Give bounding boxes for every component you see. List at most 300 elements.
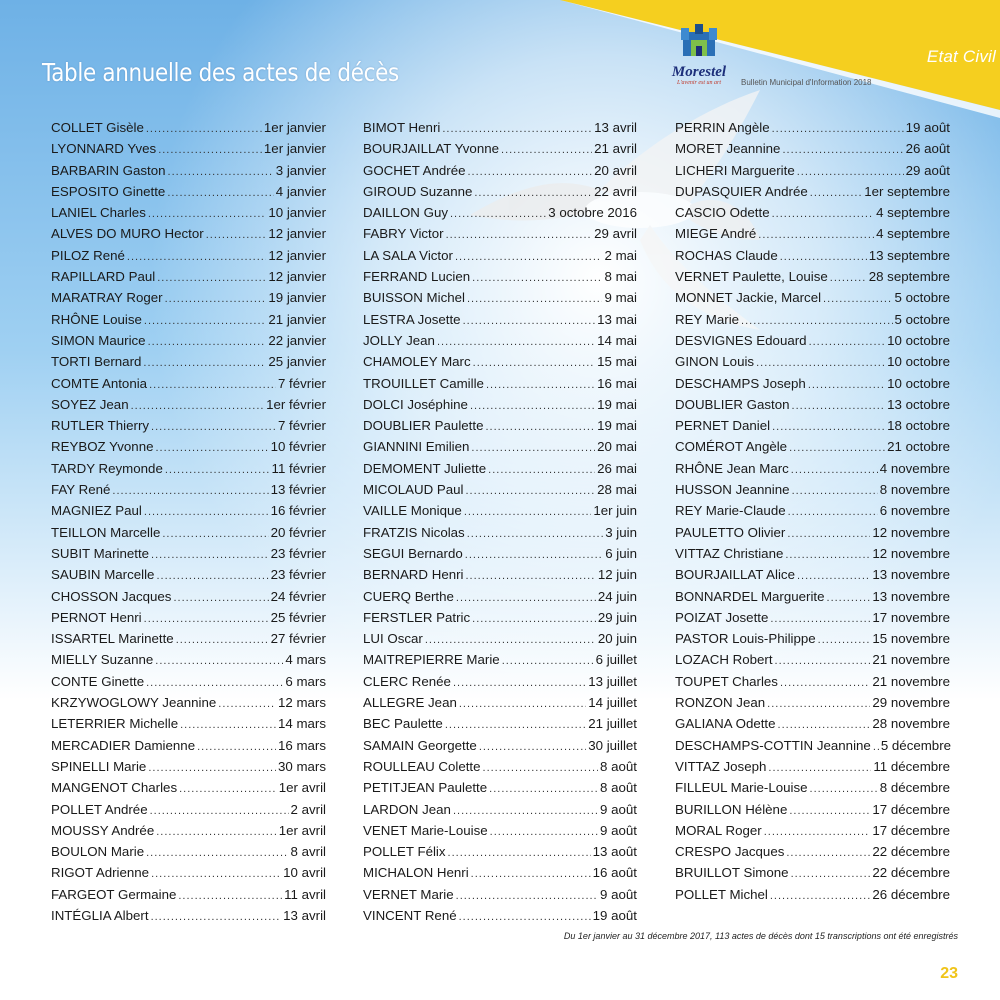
entry-date: 22 décembre [872, 865, 950, 881]
entry-date: 28 novembre [872, 716, 950, 732]
death-entry [51, 269, 326, 290]
dot-leader [165, 293, 267, 305]
entry-date: 22 décembre [872, 844, 950, 860]
entry-date: 2 avril [290, 801, 326, 817]
death-entry [363, 738, 637, 759]
dot-leader [786, 847, 870, 859]
entry-name: BUISSON Michel [363, 290, 465, 306]
entry-name: BOURJAILLAT Alice [675, 567, 795, 583]
entry-date: 13 avril [594, 120, 637, 135]
dot-leader [127, 251, 266, 263]
dot-leader [797, 166, 904, 178]
entry-date: 12 janvier [268, 269, 326, 285]
death-entry [51, 397, 326, 418]
entry-name: SAUBIN Marcelle [51, 567, 155, 583]
entry-date: 29 avril [594, 226, 637, 242]
entry-name: DOLCI Joséphine [363, 396, 468, 412]
death-entry [675, 631, 950, 652]
dot-leader [157, 272, 266, 284]
entry-date: 12 janvier [268, 247, 326, 263]
entry-name: RAPILLARD Paul [51, 269, 156, 285]
dot-leader [112, 485, 268, 497]
death-entry [675, 844, 950, 865]
entry-name: PERRIN Angèle [675, 120, 770, 135]
entry-date: 26 août [905, 141, 950, 157]
page-number: 23 [940, 965, 958, 982]
death-entry [675, 397, 950, 418]
entry-name: MICOLAUD Paul [363, 482, 464, 498]
death-entry [363, 163, 637, 184]
death-entry [363, 439, 637, 460]
entry-name: TOUPET Charles [675, 673, 778, 689]
dot-leader [466, 485, 596, 497]
dot-leader [453, 677, 586, 689]
death-entry [675, 418, 950, 439]
entry-name: LARDON Jean [363, 801, 451, 817]
entry-date: 13 février [270, 482, 326, 498]
entry-name: MERCADIER Damienne [51, 737, 196, 753]
dot-leader [770, 890, 871, 902]
entry-date: 20 avril [594, 162, 637, 178]
dot-leader [792, 400, 886, 412]
entry-name: LANIEL Charles [51, 205, 146, 221]
entry-name: ALLEGRE Jean [363, 695, 457, 711]
death-entry [675, 802, 950, 823]
entry-date: 10 octobre [887, 354, 950, 370]
entry-date: 10 octobre [887, 375, 950, 391]
entry-date: 12 novembre [872, 545, 950, 561]
death-entry [51, 482, 326, 503]
death-entry [675, 887, 950, 908]
death-entry [363, 525, 637, 546]
entry-name: MOUSSY Andrée [51, 822, 155, 838]
entry-date: 22 avril [594, 183, 637, 199]
death-entry [363, 333, 637, 354]
entry-name: SIMON Maurice [51, 332, 146, 348]
death-entry [675, 780, 950, 801]
entry-name: MARATRAY Roger [51, 290, 163, 306]
entry-name: CONTE Ginette [51, 673, 145, 689]
dot-leader [797, 570, 870, 582]
dot-leader [486, 379, 595, 391]
dot-leader [165, 464, 270, 476]
dot-leader [467, 166, 592, 178]
entry-date: 21 octobre [887, 439, 950, 455]
death-entry [363, 290, 637, 311]
entry-date: 11 avril [284, 886, 326, 902]
death-entry [51, 844, 326, 865]
entry-name: ESPOSITO Ginette [51, 183, 166, 199]
entry-date: 30 juillet [588, 737, 637, 753]
dot-leader [789, 442, 885, 454]
entry-date: 21 juillet [588, 716, 637, 732]
entry-name: CASCIO Odette [675, 205, 770, 221]
entry-name: REYBOZ Yvonne [51, 439, 154, 455]
entry-name: BURILLON Hélène [675, 801, 788, 817]
entry-name: MORAL Roger [675, 822, 762, 838]
entry-date: 20 mai [597, 439, 637, 455]
dot-leader [197, 741, 276, 753]
dot-leader [490, 826, 598, 838]
dot-leader [780, 251, 867, 263]
entry-name: BERNARD Henri [363, 567, 464, 583]
dot-leader [767, 698, 870, 710]
entry-name: VAILLE Monique [363, 503, 462, 519]
entry-date: 4 septembre [876, 205, 950, 221]
town-logo [664, 24, 734, 87]
entry-name: VERNET Paulette, Louise [675, 269, 828, 285]
entry-name: DEMOMENT Juliette [363, 460, 487, 476]
entry-date: 17 décembre [872, 801, 950, 817]
dot-leader [772, 208, 874, 220]
death-entry [363, 461, 637, 482]
entry-date: 14 mars [277, 716, 326, 732]
entry-date: 8 décembre [879, 780, 950, 796]
death-entry [51, 312, 326, 333]
dot-leader [489, 783, 598, 795]
dot-leader [148, 336, 267, 348]
death-entry [675, 163, 950, 184]
death-entry [51, 823, 326, 844]
entry-name: GINON Louis [675, 354, 755, 370]
dot-leader [764, 826, 871, 838]
entry-date: 6 juillet [595, 652, 637, 668]
entry-name: PERNET Daniel [675, 418, 771, 434]
death-entry [51, 674, 326, 695]
death-entry [363, 354, 637, 375]
entry-date: 13 mai [597, 311, 637, 327]
entry-date: 13 octobre [887, 396, 950, 412]
entry-date: 30 mars [277, 758, 326, 774]
entry-date: 3 janvier [275, 162, 326, 178]
entry-name: POLLET Michel [675, 886, 768, 902]
entry-date: 19 mai [597, 418, 637, 434]
death-entry [51, 141, 326, 162]
entry-date: 6 juin [605, 545, 637, 561]
dot-leader [146, 123, 262, 135]
dot-leader [425, 634, 596, 646]
death-entry [51, 802, 326, 823]
entry-date: 8 novembre [879, 482, 950, 498]
dot-leader [150, 805, 289, 817]
death-entry [675, 226, 950, 247]
death-entry [675, 269, 950, 290]
entry-date: 12 janvier [268, 226, 326, 242]
entry-name: MORET Jeannine [675, 141, 781, 157]
dot-leader [772, 421, 885, 433]
death-entry [675, 439, 950, 460]
entry-date: 23 février [270, 545, 326, 561]
death-entry [363, 184, 637, 205]
entry-date: 15 mai [597, 354, 637, 370]
dot-leader [167, 187, 273, 199]
death-entry [675, 695, 950, 716]
dot-leader [156, 826, 276, 838]
dot-leader [741, 315, 893, 327]
entry-date: 13 avril [283, 907, 326, 923]
entry-date: 9 mai [604, 290, 637, 306]
dot-leader [168, 166, 274, 178]
entry-name: RONZON Jean [675, 695, 766, 711]
dot-leader [453, 805, 598, 817]
dot-leader [472, 272, 602, 284]
dot-leader [780, 677, 870, 689]
logo-name: Morestel [671, 64, 727, 80]
entry-date: 22 janvier [268, 332, 326, 348]
entry-date: 1er février [266, 396, 326, 412]
dot-leader [471, 442, 595, 454]
dot-leader [791, 868, 871, 880]
entry-date: 3 octobre 2016 [548, 205, 637, 221]
entry-name: ALVES DO MURO Hector [51, 226, 204, 242]
dot-leader [758, 229, 874, 241]
logo-tagline: L'avenir est un art [676, 80, 722, 86]
death-entry [51, 226, 326, 247]
entry-name: PERNOT Henri [51, 609, 142, 625]
death-entry [51, 589, 326, 610]
entry-date: 4 septembre [876, 226, 950, 242]
entry-date: 7 février [277, 375, 326, 391]
death-entry [363, 759, 637, 780]
entry-date: 29 août [905, 162, 950, 178]
entry-date: 4 novembre [879, 460, 950, 476]
dot-leader [162, 528, 268, 540]
entry-name: FRATZIS Nicolas [363, 524, 465, 540]
death-entry [363, 248, 637, 269]
entry-date: 19 août [905, 120, 950, 135]
entry-date: 3 juin [605, 524, 637, 540]
entry-name: PAULETTO Olivier [675, 524, 786, 540]
entry-name: COMTE Antonia [51, 375, 148, 391]
death-entry [51, 716, 326, 737]
entry-date: 8 août [600, 758, 637, 774]
entry-name: MONNET Jackie, Marcel [675, 290, 822, 306]
entry-name: BRUILLOT Simone [675, 865, 789, 881]
entry-name: TEILLON Marcelle [51, 524, 161, 540]
entry-date: 15 novembre [872, 631, 950, 647]
death-entry [51, 376, 326, 397]
entry-name: SEGUI Bernardo [363, 545, 463, 561]
death-entry [675, 567, 950, 588]
death-entry [51, 354, 326, 375]
entry-date: 28 mai [597, 482, 637, 498]
entry-date: 18 octobre [887, 418, 950, 434]
entry-date: 25 janvier [268, 354, 326, 370]
entry-date: 19 janvier [268, 290, 326, 306]
dot-leader [455, 251, 603, 263]
entry-name: PASTOR Louis-Philippe [675, 631, 816, 647]
entry-name: SAMAIN Georgette [363, 737, 477, 753]
section-label: Etat Civil [926, 47, 996, 66]
dot-leader [464, 506, 592, 518]
dot-leader [176, 634, 269, 646]
dot-leader [144, 315, 266, 327]
death-entry [363, 865, 637, 886]
entry-date: 13 août [592, 844, 637, 860]
dot-leader [830, 272, 867, 284]
death-entry [51, 759, 326, 780]
death-entry [51, 567, 326, 588]
death-entry [363, 887, 637, 908]
death-entry [675, 376, 950, 397]
entry-name: FERSTLER Patric [363, 609, 471, 625]
dot-leader [206, 229, 267, 241]
dot-leader [156, 570, 268, 582]
death-entry [363, 780, 637, 801]
entry-name: TROUILLET Camille [363, 375, 484, 391]
entry-date: 1er septembre [864, 183, 950, 199]
entry-date: 10 janvier [268, 205, 326, 221]
entry-name: MIELLY Suzanne [51, 652, 154, 668]
entry-date: 17 décembre [872, 822, 950, 838]
death-entry [51, 333, 326, 354]
death-entry [363, 716, 637, 737]
death-entry [675, 120, 950, 141]
castle-icon [677, 24, 721, 58]
entry-date: 17 novembre [872, 609, 950, 625]
death-entry [51, 503, 326, 524]
death-entry [51, 887, 326, 908]
dot-leader [473, 357, 595, 369]
entry-name: COLLET Gisèle [51, 120, 144, 135]
death-entry [675, 525, 950, 546]
dot-leader [782, 144, 903, 156]
entry-date: 26 décembre [872, 886, 950, 902]
dot-leader [151, 421, 276, 433]
entry-date: 29 juin [597, 609, 637, 625]
entry-date: 1er avril [278, 822, 326, 838]
entry-date: 6 novembre [879, 503, 950, 519]
death-entry [675, 290, 950, 311]
entry-name: TARDY Reymonde [51, 460, 163, 476]
death-entry [675, 354, 950, 375]
entry-name: BONNARDEL Marguerite [675, 588, 825, 604]
death-entry [675, 184, 950, 205]
entry-name: DOUBLIER Gaston [675, 396, 790, 412]
dot-leader [146, 677, 283, 689]
entry-name: FARGEOT Germaine [51, 886, 177, 902]
death-entry [675, 823, 950, 844]
entry-date: 5 décembre [880, 737, 952, 753]
death-entry [363, 141, 637, 162]
death-entry [363, 376, 637, 397]
death-entry [363, 120, 637, 141]
death-entry [675, 546, 950, 567]
entry-name: BIMOT Henri [363, 120, 441, 135]
entry-name: FAY René [51, 482, 111, 498]
entry-name: DUPASQUIER Andrée [675, 183, 808, 199]
dot-leader [873, 741, 879, 753]
death-entry [675, 652, 950, 673]
death-entry [675, 141, 950, 162]
entry-date: 9 août [600, 886, 637, 902]
death-entry [363, 631, 637, 652]
death-entry [363, 802, 637, 823]
entry-name: GOCHET Andrée [363, 162, 466, 178]
entry-date: 4 janvier [275, 183, 326, 199]
entry-name: SOYEZ Jean [51, 396, 129, 412]
dot-leader [146, 847, 288, 859]
entry-name: VITTAZ Christiane [675, 545, 784, 561]
death-entry [51, 120, 326, 141]
entry-date: 13 septembre [868, 247, 950, 263]
entry-date: 14 mai [597, 332, 637, 348]
entry-date: 16 février [270, 503, 326, 519]
dot-leader [756, 357, 885, 369]
death-entry [363, 823, 637, 844]
death-entry [363, 567, 637, 588]
dot-leader [823, 293, 893, 305]
death-list-column-2 [363, 120, 637, 929]
entry-name: PETITJEAN Paulette [363, 780, 488, 796]
dot-leader [809, 336, 886, 348]
dot-leader [459, 911, 591, 923]
entry-date: 13 juillet [588, 673, 637, 689]
entry-name: VENET Marie-Louise [363, 822, 488, 838]
dot-leader [448, 847, 591, 859]
entry-name: LUI Oscar [363, 631, 423, 647]
dot-leader [149, 379, 276, 391]
entry-name: RUTLER Thierry [51, 418, 150, 434]
entry-name: LA SALA Victor [363, 247, 453, 263]
dot-leader [775, 655, 871, 667]
entry-name: LICHERI Marguerite [675, 162, 795, 178]
dot-leader [148, 208, 266, 220]
dot-leader [156, 442, 269, 454]
entry-date: 4 mars [285, 652, 326, 668]
entry-date: 1er janvier [263, 120, 326, 135]
entry-name: RHÔNE Louise [51, 311, 142, 327]
entry-name: INTÉGLIA Albert [51, 907, 149, 923]
entry-name: VITTAZ Joseph [675, 758, 767, 774]
entry-date: 5 octobre [894, 311, 950, 327]
dot-leader [143, 357, 266, 369]
dot-leader [446, 229, 593, 241]
death-entry [675, 248, 950, 269]
entry-date: 7 février [277, 418, 326, 434]
entry-date: 13 novembre [872, 588, 950, 604]
dot-leader [179, 783, 277, 795]
death-entry [675, 610, 950, 631]
dot-leader [485, 421, 595, 433]
entry-name: BARBARIN Gaston [51, 162, 166, 178]
dot-leader [173, 592, 268, 604]
death-entry [51, 461, 326, 482]
death-list-column-1 [51, 120, 326, 929]
death-entry [675, 759, 950, 780]
death-entry [363, 226, 637, 247]
entry-date: 9 août [600, 822, 637, 838]
entry-name: VINCENT René [363, 907, 457, 923]
entry-name: BOULON Marie [51, 844, 145, 860]
dot-leader [465, 549, 603, 561]
entry-name: CHAMOLEY Marc [363, 354, 471, 370]
entry-name: DAILLON Guy [363, 205, 448, 221]
death-list-column-3 [675, 120, 950, 908]
dot-leader [151, 549, 269, 561]
entry-name: REY Marie-Claude [675, 503, 786, 519]
entry-name: BEC Paulette [363, 716, 443, 732]
entry-name: CLERC Renée [363, 673, 451, 689]
dot-leader [459, 698, 586, 710]
entry-date: 2 mai [604, 247, 637, 263]
entry-name: HUSSON Jeannine [675, 482, 790, 498]
entry-name: MIEGE André [675, 226, 757, 242]
entry-name: BOURJAILLAT Yvonne [363, 141, 500, 157]
entry-date: 12 mars [277, 695, 326, 711]
entry-date: 19 août [592, 907, 637, 923]
dot-leader [772, 123, 904, 135]
